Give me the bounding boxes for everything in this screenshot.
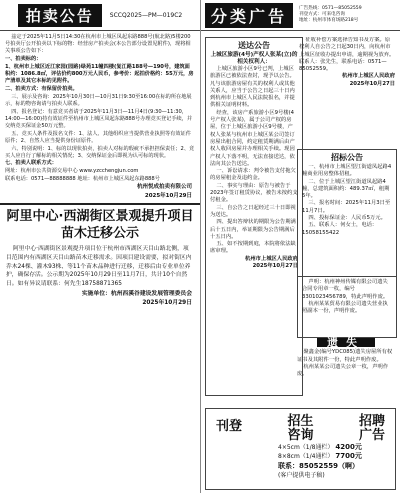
service-sign: 杭州市上城区人民政府 bbox=[245, 255, 298, 262]
side-sign: 杭州市上城区人民政府 bbox=[342, 73, 395, 80]
info-line: 刊登方式：可来电咨询 bbox=[299, 12, 345, 17]
lost-para: 聚鑫金(编号YDC085)遗失房屋所有权证书及其附件一份，特此声明作废。 bbox=[297, 349, 393, 363]
service-para: 二、事实与理由：原告与被告于2023年签订租赁协议，被告未按约支付租金。 bbox=[210, 182, 298, 204]
side-para: 征收补偿方案选择告知书及方案。原权利人自公告之日起30日内，向杭州市上城区征收办提出申请，逾期视为放弃。联系人：张先生，联系电话：0571—85052559。 bbox=[299, 37, 395, 73]
side-notice bbox=[299, 37, 395, 147]
side-date: 2025年10月27日 bbox=[349, 80, 395, 87]
ad-price-row bbox=[206, 443, 395, 452]
auction-para: 一、拍卖标的： bbox=[5, 56, 42, 63]
service-notice bbox=[205, 37, 303, 396]
auction-body bbox=[0, 31, 200, 183]
service-date: 2025年10月27日 bbox=[252, 263, 298, 270]
recruit-para: 四、投标保证金：人民币5万元。 bbox=[308, 215, 386, 222]
service-subtitle: 上城区旅游(4号)产权人张某(立)的相关权利人： bbox=[210, 52, 298, 65]
ad-price-row bbox=[206, 452, 395, 461]
notice-title-line1: 阿里中心·西湖街区景观提升项目 bbox=[6, 209, 194, 225]
ad-word: 招聘 bbox=[358, 414, 385, 429]
auction-para: 七、拍卖人联系方式： bbox=[5, 160, 57, 167]
classified-title: 分类广告 bbox=[205, 3, 293, 28]
ad-word: 招生 bbox=[287, 414, 314, 429]
ad-price: 4200元 bbox=[335, 443, 362, 451]
auction-org: 杭州悦成拍卖有限公司 bbox=[136, 183, 192, 190]
lost-para: 杭州某某公司遗失公章一枚，声明作废。 bbox=[297, 363, 389, 378]
ad-box bbox=[205, 408, 396, 490]
info-line: 地址：杭州市体育场路218号 bbox=[299, 18, 359, 23]
ad-size: 8×8cm（1/4通栏） bbox=[278, 453, 334, 460]
recruit-para: 三、报名时间：2025年11月3日至11月7日。 bbox=[302, 200, 391, 214]
lost-title: 遗失 bbox=[317, 338, 375, 347]
ad-price: 7700元 bbox=[335, 452, 362, 460]
recruit-notice bbox=[297, 149, 397, 277]
classified-info bbox=[299, 6, 362, 24]
auction-header bbox=[0, 0, 200, 31]
auction-code: SCCQ2025—PM—019C2 bbox=[109, 11, 183, 19]
ad-note: (客户提供电子稿) bbox=[278, 472, 325, 479]
notice-title bbox=[0, 208, 200, 242]
right-column bbox=[201, 0, 400, 493]
lost-notice bbox=[297, 335, 395, 391]
recruit-para: 一、杭州市上城区望江街道凤起路4幢商业用房整体招租。 bbox=[302, 164, 392, 178]
notice-sign: 实施单位：杭州西溪谷建设发展管理委员会 bbox=[81, 291, 192, 298]
divider bbox=[0, 203, 200, 205]
ad-size: 4×5cm（1/8通栏） bbox=[278, 444, 334, 451]
service-para: 经查，该房产系旅游小区9号楼(4号产权人张某)，属于公司产权的房屋，位于上城区旅游小区9号楼，产权人张某与杭州市上城区某公司签订房屋出租合同，约定租赁期满后由产权人收回房屋并办理相关手续。现因产权人下落不明，无法直接送达，依法向其公告送达。 bbox=[210, 109, 295, 167]
ad-col3 bbox=[359, 415, 385, 443]
auction-para: 五、竞买人条件及报名文件：1、法人、其他组织应当提供营业执照等有效证件原件；2、自然人应当提供身份证原件。 bbox=[5, 130, 191, 144]
auction-date: 2025年10月29日 bbox=[144, 193, 192, 200]
recruit-title: 招标公告 bbox=[331, 153, 363, 162]
ad-word: 广告 bbox=[358, 428, 385, 443]
service-para: 四、提出答辩状的期限为公告期满后十五日内，举证期限为公告期满后十五日内。 bbox=[210, 219, 296, 240]
classified-header bbox=[201, 0, 400, 31]
company-para: 声明：杭州神州传媒有限公司遗失合同专用章一枚，编号3301023456789，特此声明作废。 bbox=[302, 279, 389, 300]
info-line: 广告热线：0571—85052559 bbox=[299, 6, 362, 11]
auction-para: 三、展示及咨询：2025年10月30日—10月31日9:30至16:00在标的所在地展示，标的物咨询请与拍卖人联系。 bbox=[5, 93, 192, 107]
auction-para: 六、特别说明：1、标的以现状拍卖，拍卖人对标的瑕疵不承担担保责任；2、竞买人应自行了解标的相关情况；3、交纳保证金后即视为认可标的现状。 bbox=[5, 145, 195, 159]
recruit-para: 二、位于上城区望江街道凤起路4幢，总建筑面积约：489.37㎡，租期5年。 bbox=[302, 178, 390, 200]
company-para: 杭州某某贸易有限公司遗失营业执照副本一份，声明作废。 bbox=[302, 300, 388, 315]
notice-date: 2025年10月29日 bbox=[142, 299, 192, 306]
company-notice bbox=[297, 276, 397, 338]
ad-word-publish: 刊登 bbox=[216, 419, 243, 434]
ad-word: 咨询 bbox=[287, 428, 314, 443]
auction-para: 1、杭州市上城区近江家园(园路)绿苑11幢四楼(复江路188号—190号，建筑面积约：1086.8㎡，评估价约800万元人民币，参考价：起拍价格约：55万元，房产清单及其它本标的见附件。 bbox=[5, 63, 194, 85]
ad-phone[interactable]: 联系：85052559（啊） bbox=[278, 462, 359, 470]
service-para: 上城区旅游小区9号已判，上城区旅游区已被依法查封，现予以公告。凡与该旅游房屋有关的权利人或其他关系人，应当于公告之日起三十日内到杭州市上城区人民法院报名，并提供相关证明材料。 bbox=[210, 66, 295, 109]
notice-para: 阿里中心·西湖街区景观提升项目位于杭州市西湖区天目山路北侧，项目范围内有西湖区天目山路苗木迁移需求。因项目建设需要，拟对街区内乔木24棵、灌木93株、等11个苗木品种进行迁移，迁移后由专业单位养护，确保存活。公示期为2025年10月29日至11月7日，共计10个自然日。如有异议请联系：何先生18758871365 bbox=[6, 246, 192, 288]
recruit-para: 五、联系人：何女士，电话：15058155422 bbox=[302, 222, 378, 236]
auction-title: 拍卖公告 bbox=[18, 4, 102, 27]
ad-headline bbox=[206, 409, 395, 443]
notice-body bbox=[0, 244, 200, 290]
service-title: 送达公告 bbox=[238, 41, 270, 50]
auction-para: 兹定于2025年11月5日14:30在杭州市上城区凤起东路888号(航北路)5楼200号拍卖厅公开拍卖以下标的物：经营房产拍卖会(本公告部分设置见附件)，现将相关事项公告如下： bbox=[5, 34, 191, 55]
ad-col2 bbox=[287, 415, 313, 443]
auction-contact: 联系电话：0571—88888888 地址：杭州市上城区凤起东路888号 bbox=[5, 175, 160, 182]
service-para: 五、如不按期到庭，本院将依法缺席审理。 bbox=[210, 241, 296, 255]
notice-title-line2: 苗木迁移公示 bbox=[60, 226, 139, 242]
auction-para: 二、拍卖方式：有保留价拍卖。 bbox=[5, 85, 78, 92]
service-para: 三、自公告之日起经过三十日即视为送达。 bbox=[210, 204, 296, 218]
auction-url[interactable]: 网址：杭州市公共资源交易中心 www.yzcchengjun.com bbox=[5, 168, 139, 175]
service-para: 一、诉讼请求：判令被告支付拖欠的房屋租金及违约金。 bbox=[210, 168, 296, 182]
auction-para: 四、报名登记：有意竞买者请于2025年11月3日—11月4日(9:30—11:30，14:00—16:00)持有效证件至杭州市上城区凤起东路888号办理竞买登记手续，并交纳竞买保证金50万元整。 bbox=[5, 108, 193, 129]
